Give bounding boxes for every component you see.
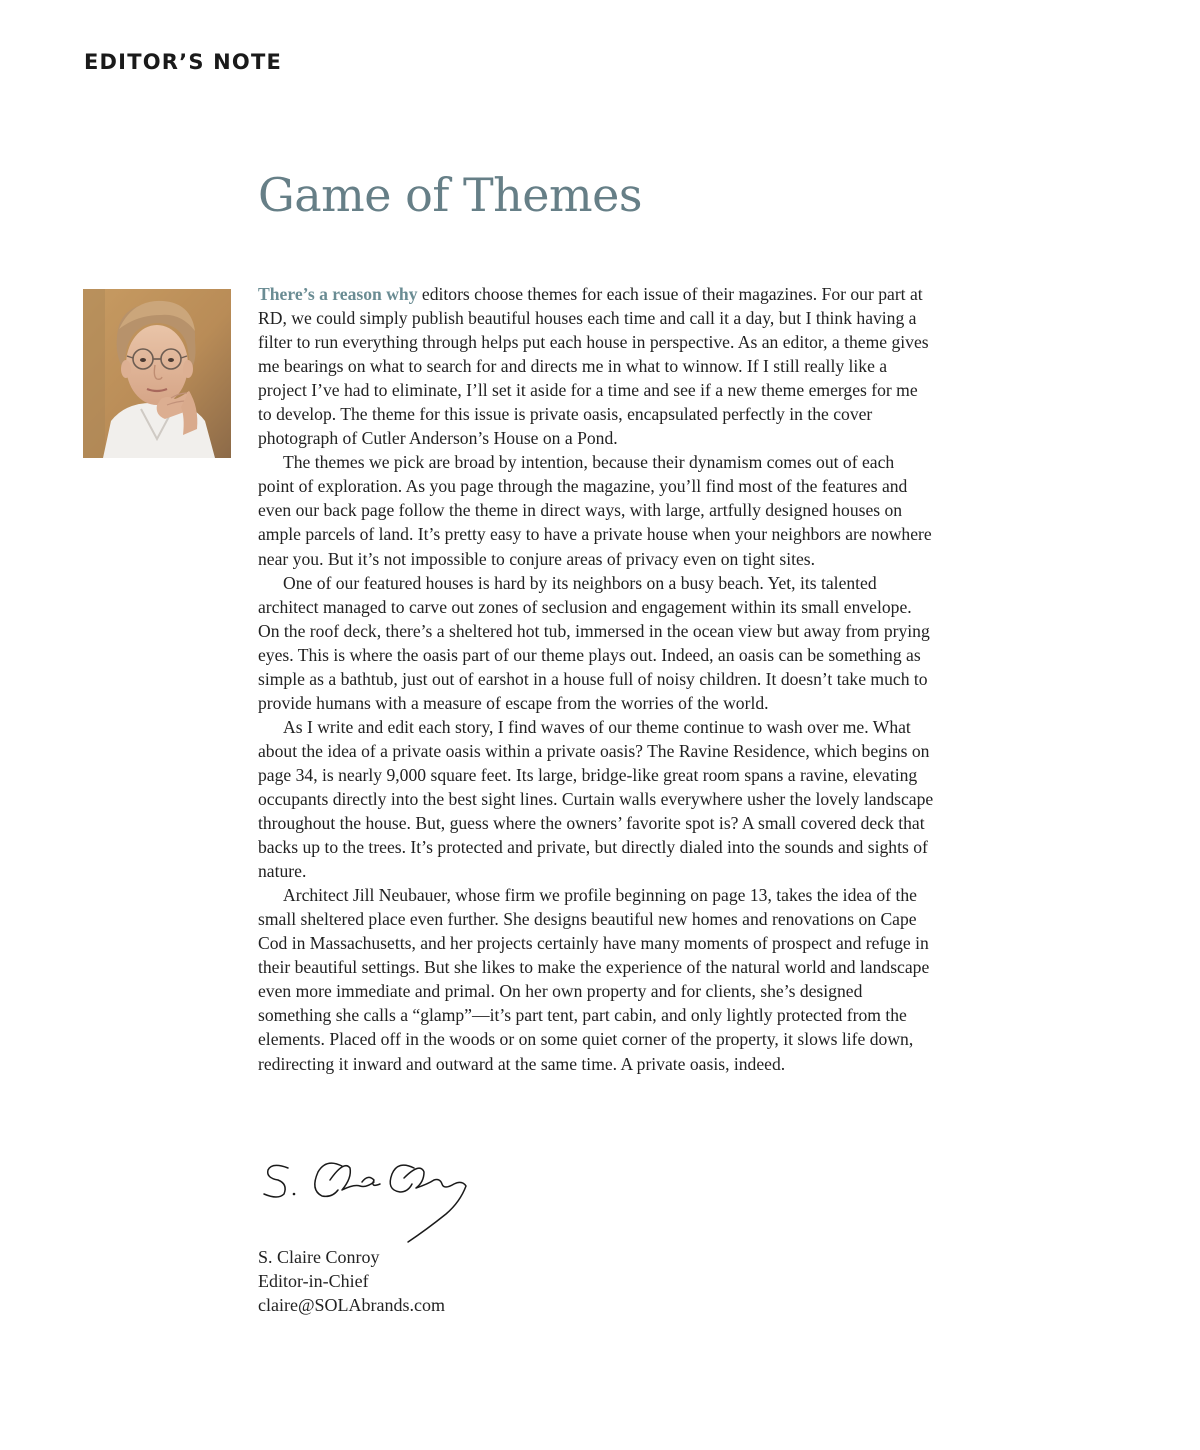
article-paragraph: The themes we pick are broad by intention, because their dynamism comes out of each point of exploration. As you page through the magazine, you’ll find most of the features and even our back page follow the theme in direct ways, with large, artfully designed houses on ample parcels of land. It’s pretty easy to have a private house when your neighbors are nowhere near you. But it’s not impossible to conjure areas of privacy even on tight sites. [258,452,932,569]
article-paragraph [258,282,934,450]
section-label: EDITOR’S NOTE [84,50,283,74]
editor-email[interactable]: claire@SOLAbrands.com [258,1295,446,1315]
signoff-block [258,1245,445,1317]
article-body [258,282,934,1076]
editor-portrait [83,289,231,458]
paragraph-text: editors choose themes for each issue of their magazines. For our part at RD, we could simply publish beautiful houses each time and call it a day, but I think having a filter to run everything through helps put each house in perspective. As an editor, a theme gives me bearings on what to search for and directs me in what to winnow. If I still really like a project I’ve had to eliminate, I’ll set it aside for a time and see if a new theme emerges for me to develop. The theme for this issue is private oasis, encapsulated perfectly in the cover photograph of Cutler Anderson’s House on a Pond. [258,284,929,449]
article-paragraph: Architect Jill Neubauer, whose firm we profile beginning on page 13, takes the idea of the small sheltered place even further. She designs beautiful new homes and renovations on Cape Cod in Massachusetts, and her projects certainly have many moments of prospect and refuge in their beautiful settings. But she likes to make the experience of the natural world and landscape even more immediate and primal. On her own property and for clients, she’s designed something she calls a “glamp”—it’s part tent, part cabin, and only lightly protected from the elements. Placed off in the woods or on some quiet corner of the property, it slows life down, redirecting it inward and outward at the same time. A private oasis, indeed. [258,885,930,1074]
page-title: Game of Themes [258,168,642,222]
editor-name: S. Claire Conroy [258,1247,380,1267]
article-paragraph: As I write and edit each story, I find waves of our theme continue to wash over me. What about the idea of a private oasis within a private oasis? The Ravine Residence, which begins on page 34, is nearly 9,000 square feet. Its large, bridge-like great room spans a ravine, elevating occupants directly into the best sight lines. Curtain walls everywhere usher the lovely landscape throughout the house. But, guess where the owners’ favorite spot is? A small covered deck that backs up to the trees. It’s protected and private, but directly dialed into the sounds and sights of nature. [258,716,934,882]
lead-in: There’s a reason why [258,284,418,304]
article-paragraph: One of our featured houses is hard by its neighbors on a busy beach. Yet, its talented architect managed to carve out zones of seclusion and engagement within its small envelope. On the roof deck, there’s a sheltered hot tub, immersed in the ocean view but away from prying eyes. This is where the oasis part of our theme plays out. Indeed, an oasis can be something as simple as a bathtub, just out of earshot in a house full of noisy children. It doesn’t take much to provide humans with a measure of escape from the worries of the world. [258,572,930,713]
editor-title: Editor-in-Chief [258,1271,369,1291]
handwritten-signature [258,1150,488,1245]
